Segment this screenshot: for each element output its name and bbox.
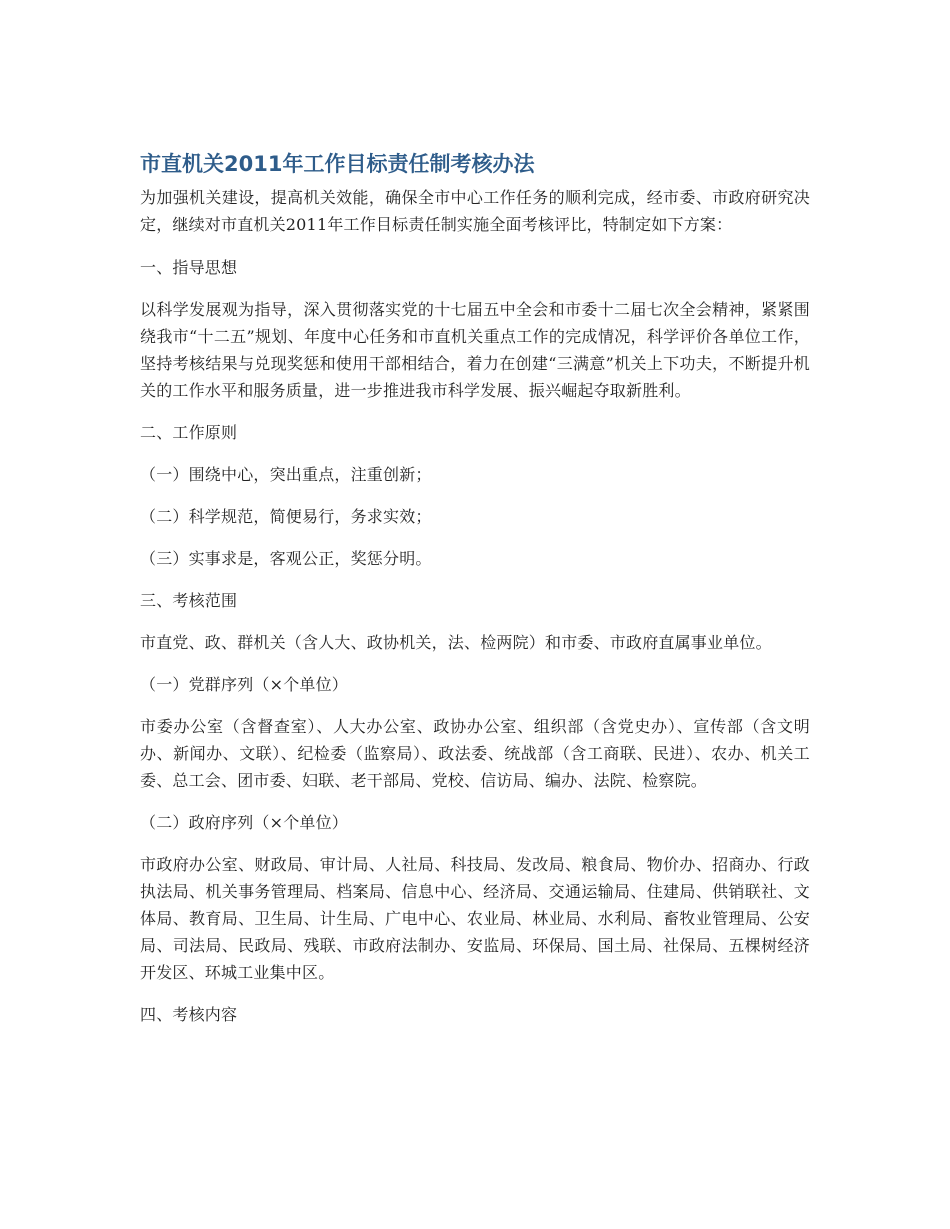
principle-item-3: （三）实事求是，客观公正，奖惩分明。	[140, 549, 432, 568]
document-page	[140, 148, 810, 1043]
section-heading-assessment-scope: 三、考核范围	[140, 591, 238, 610]
subsection-heading-party-group: （一）党群序列（×个单位）	[140, 675, 349, 694]
party-group-units-paragraph: 市委办公室（含督查室）、人大办公室、政协办公室、组织部（含党史办）、宣传部（含文明办、新闻办、文联）、纪检委（监察局）、政法委、统战部（含工商联、民进）、农办、机关工委、总工会、团市委、妇联、老干部局、党校、信访局、编办、法院、检察院。	[140, 717, 810, 790]
section-heading-work-principles: 二、工作原则	[140, 423, 238, 442]
principle-item-1: （一）围绕中心，突出重点，注重创新；	[140, 465, 432, 484]
section-heading-guiding-ideology: 一、指导思想	[140, 258, 238, 277]
guiding-ideology-paragraph: 以科学发展观为指导，深入贯彻落实党的十七届五中全会和市委十二届七次全会精神，紧紧围绕我市“十二五”规划、年度中心任务和市直机关重点工作的完成情况，科学评价各单位工作，坚持考核结果与兑现奖惩和使用干部相结合，着力在创建“三满意”机关上下功夫，不断提升机关的工作水平和服务质量，进一步推进我市科学发展、振兴崛起夺取新胜利。	[140, 300, 810, 400]
government-units-paragraph: 市政府办公室、财政局、审计局、人社局、科技局、发改局、粮食局、物价办、招商办、行政执法局、机关事务管理局、档案局、信息中心、经济局、交通运输局、住建局、供销联社、文体局、教育局、卫生局、计生局、广电中心、农业局、林业局、水利局、畜牧业管理局、公安局、司法局、民政局、残联、市政府法制办、安监局、环保局、国土局、社保局、五棵树经济开发区、环城工业集中区。	[140, 855, 810, 982]
subsection-heading-government: （二）政府序列（×个单位）	[140, 813, 349, 832]
assessment-scope-paragraph: 市直党、政、群机关（含人大、政协机关，法、检两院）和市委、市政府直属事业单位。	[140, 633, 772, 652]
intro-paragraph: 为加强机关建设，提高机关效能，确保全市中心工作任务的顺利完成，经市委、市政府研究决定，继续对市直机关2011年工作目标责任制实施全面考核评比，特制定如下方案：	[140, 188, 810, 234]
principle-item-2: （二）科学规范，简便易行，务求实效；	[140, 507, 432, 526]
section-heading-assessment-content: 四、考核内容	[140, 1005, 238, 1024]
document-title: 市直机关2011年工作目标责任制考核办法	[140, 152, 535, 176]
